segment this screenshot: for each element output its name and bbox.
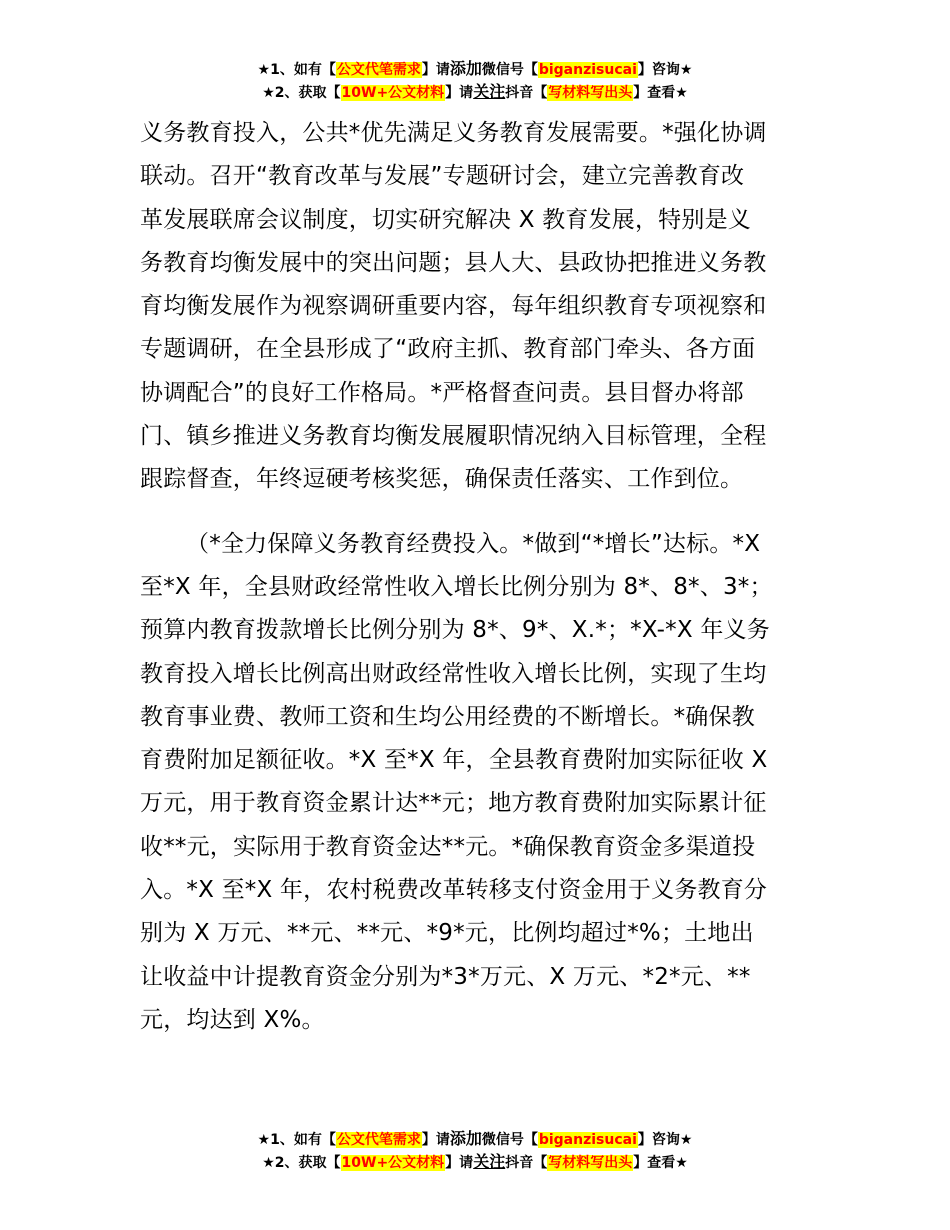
text-line: 入。*X 至*X 年，农村税费改革转移支付资金用于义务教育分 xyxy=(140,877,768,904)
footer-line-2-text: 】请 xyxy=(445,1155,474,1171)
text-line: 元，均达到 X%。 xyxy=(140,1006,325,1033)
header-line-2 xyxy=(0,81,950,104)
text-line: 育费附加足额征收。*X 至*X 年，全县教育费附加实际征收 X xyxy=(140,747,768,774)
header-line-2-text-2: 抖音【 xyxy=(505,85,548,101)
header-highlight-douyin: 写材料写出头 xyxy=(548,85,633,101)
header-line-1 xyxy=(0,58,950,81)
footer-line-1-text-2: 微信号【 xyxy=(481,1132,538,1148)
document-body xyxy=(140,112,812,1042)
footer-line-2-end: 】查看★ xyxy=(633,1155,688,1171)
text-line: 门、镇乡推进义务教育均衡发展履职情况纳入目标管理，全程 xyxy=(140,423,767,450)
text-line: 让收益中计提教育资金分别为*3*万元、X 万元、*2*元、** xyxy=(140,963,751,990)
text-line: 收**元，实际用于教育资金达**元。*确保教育资金多渠道投 xyxy=(140,833,756,860)
text-line: 教育事业费、教师工资和生均公用经费的不断增长。*确保教 xyxy=(140,703,755,730)
footer-line-2-prefix: ★2、获取【 xyxy=(262,1155,341,1171)
header-highlight-service: 公文代笔需求 xyxy=(336,62,421,78)
footer-highlight-service: 公文代笔需求 xyxy=(336,1132,421,1148)
footer-banner xyxy=(0,1128,950,1174)
paragraph-1 xyxy=(140,112,812,502)
text-line: 义务教育投入，公共*优先满足义务教育发展需要。*强化协调 xyxy=(140,120,767,146)
footer-line-1-emph: 添加 xyxy=(449,1129,482,1148)
footer-highlight-douyin: 写材料写出头 xyxy=(548,1155,633,1171)
header-line-1-text: 】请 xyxy=(421,62,450,78)
text-line: 务教育均衡发展中的突出问题；县人大、县政协把推进义务教 xyxy=(140,249,767,276)
header-line-1-prefix: ★1、如有【 xyxy=(257,62,336,78)
footer-line-1 xyxy=(0,1128,950,1151)
footer-line-1-end: 】咨询★ xyxy=(637,1132,693,1148)
footer-line-2-text-2: 抖音【 xyxy=(505,1155,548,1171)
footer-line-2 xyxy=(0,1151,950,1174)
text-line: 预算内教育拨款增长比例分别为 8*、9*、X.*；*X-*X 年义务 xyxy=(140,617,770,644)
header-line-1-text-2: 微信号【 xyxy=(481,62,538,78)
paragraph-2 xyxy=(140,523,812,1043)
text-line: 跟踪督查，年终逗硬考核奖惩，确保责任落实、工作到位。 xyxy=(140,466,744,493)
footer-highlight-materials: 10W+公文材料 xyxy=(341,1155,445,1171)
text-line: 革发展联席会议制度，切实研究解决 X 教育发展，特别是义 xyxy=(140,206,751,233)
text-line: 协调配合”的良好工作格局。*严格督查问责。县目督办将部 xyxy=(140,379,744,406)
header-banner xyxy=(0,58,950,104)
text-line: 育均衡发展作为视察调研重要内容，每年组织教育专项视察和 xyxy=(140,293,767,320)
text-line: 万元，用于教育资金累计达**元；地方教育费附加实际累计征 xyxy=(140,790,767,817)
header-highlight-materials: 10W+公文材料 xyxy=(341,85,445,101)
footer-line-1-prefix: ★1、如有【 xyxy=(257,1132,336,1148)
text-line: 教育投入增长比例高出财政经常性收入增长比例，实现了生均 xyxy=(140,660,767,687)
header-line-2-text: 】请 xyxy=(445,85,474,101)
text-line: 联动。召开“教育改革与发展”专题研讨会，建立完善教育改 xyxy=(140,163,745,190)
paragraph-spacer xyxy=(140,502,812,523)
text-line: （*全力保障义务教育经费投入。*做到“*增长”达标。*X xyxy=(186,530,761,557)
text-line: 至*X 年，全县财政经常性收入增长比例分别为 8*、8*、3*； xyxy=(140,573,773,600)
footer-line-2-emph: 关注 xyxy=(473,1152,506,1171)
text-line: 专题调研，在全县形成了“政府主抓、教育部门牵头、各方面 xyxy=(140,336,756,363)
text-line: 别为 X 万元、**元、**元、*9*元，比例均超过*%；土地出 xyxy=(140,920,754,947)
header-line-1-emph: 添加 xyxy=(449,59,482,78)
header-line-2-emph: 关注 xyxy=(473,82,506,101)
header-line-2-prefix: ★2、获取【 xyxy=(262,85,341,101)
footer-line-1-text: 】请 xyxy=(421,1132,450,1148)
header-highlight-wechat: biganzisucai xyxy=(538,62,637,78)
footer-highlight-wechat: biganzisucai xyxy=(538,1132,637,1148)
header-line-2-end: 】查看★ xyxy=(633,85,688,101)
header-line-1-end: 】咨询★ xyxy=(637,62,693,78)
